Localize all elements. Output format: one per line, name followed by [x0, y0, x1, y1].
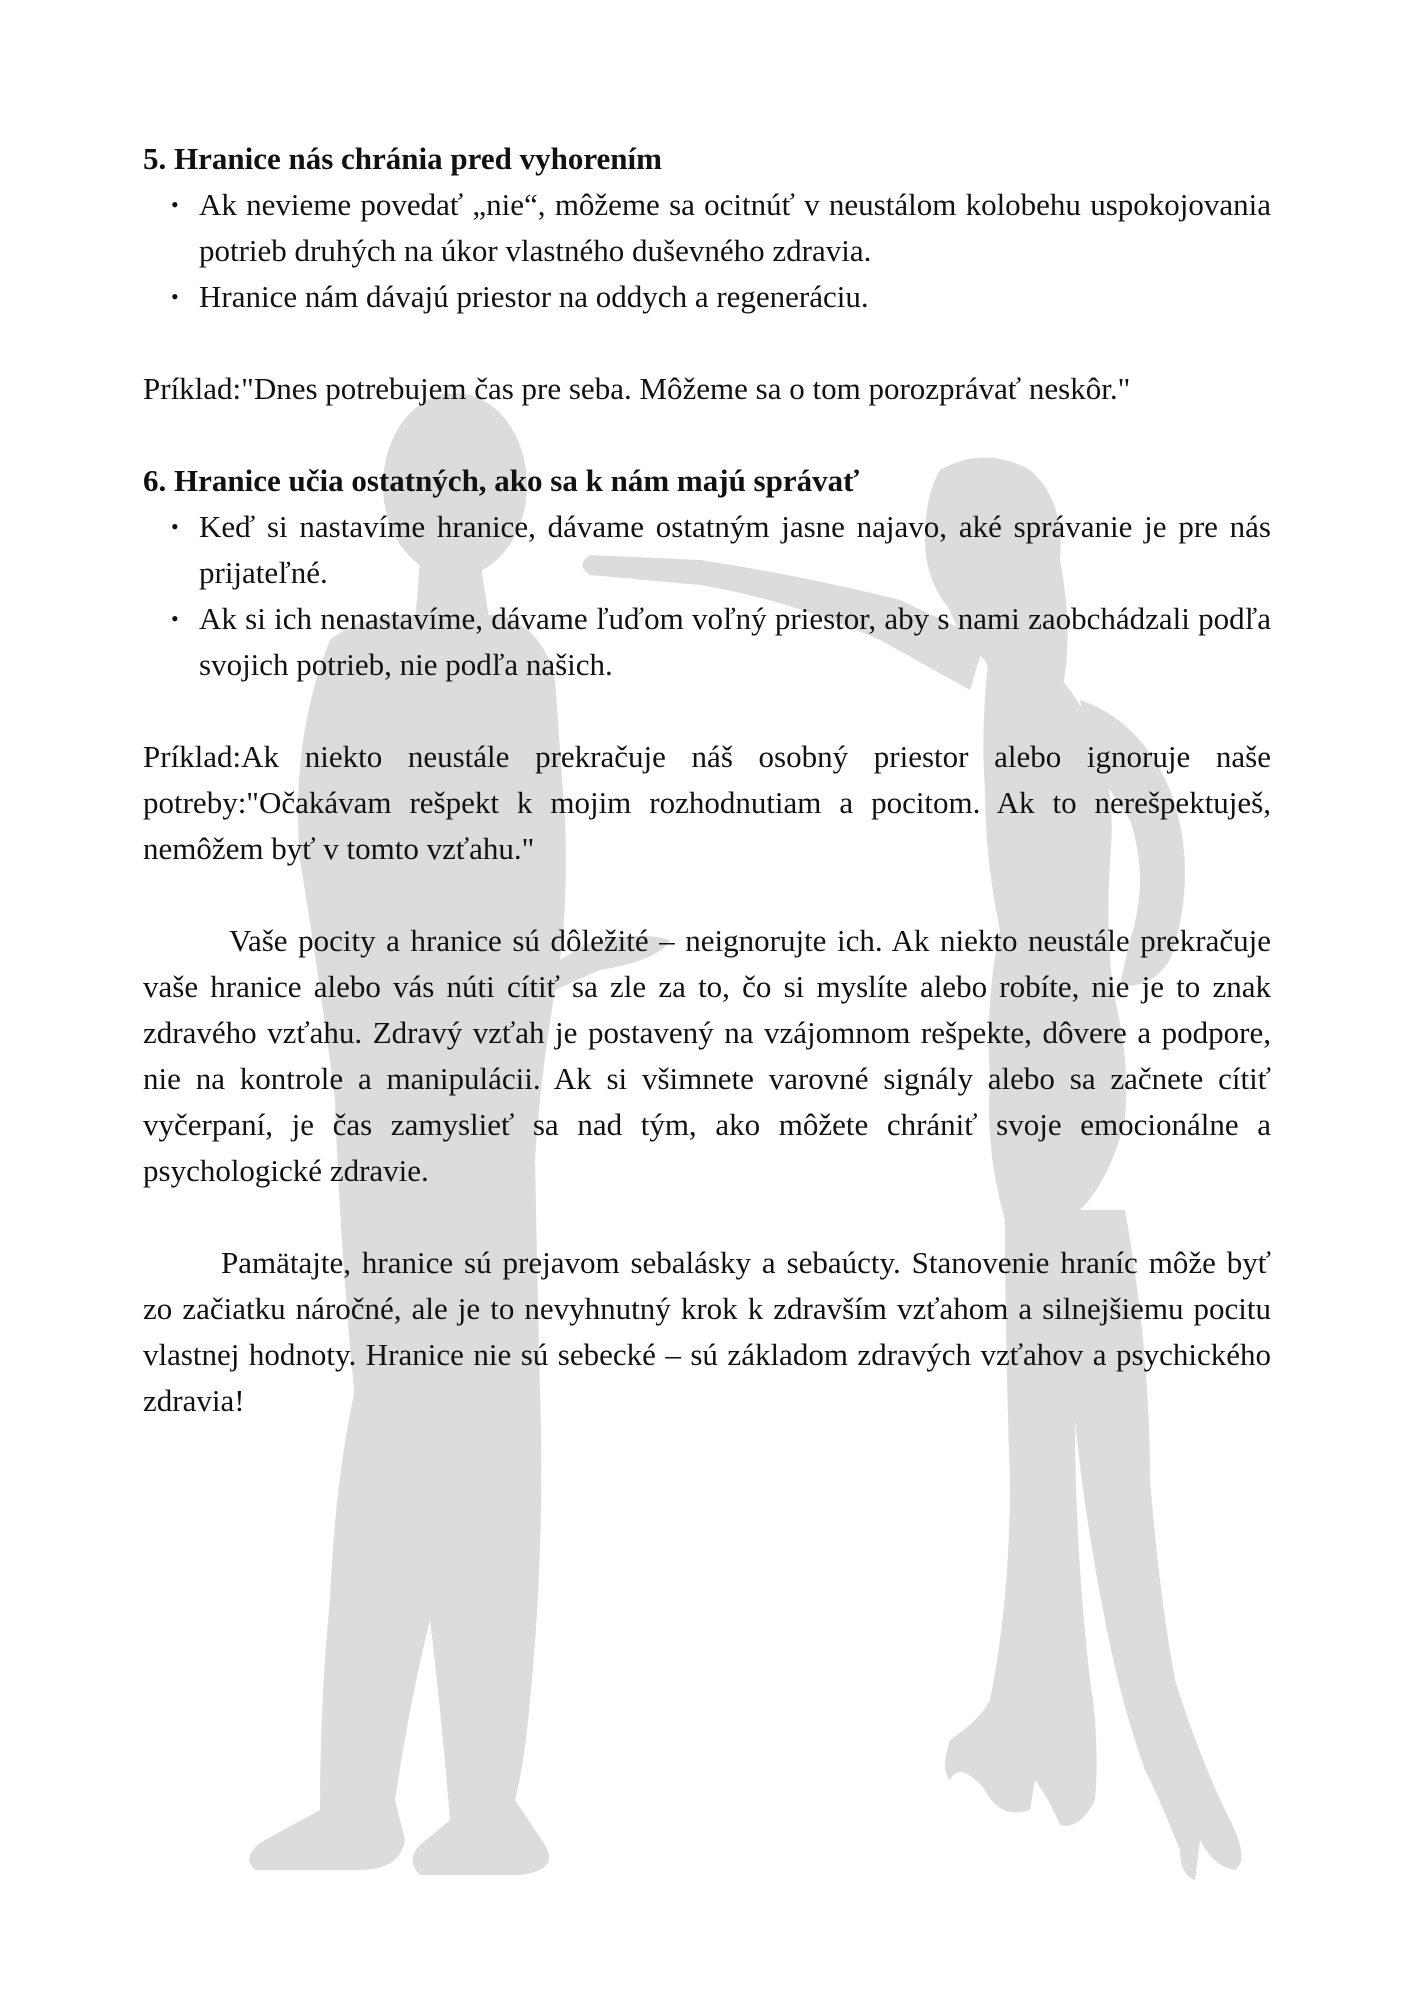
- example-paragraph: Príklad:Ak niekto neustále prekračuje náš osobný priestor alebo ignoruje naše potreby:"Očakávam rešpekt k mojim rozhodnutiam a pocitom. Ak to nerešpektuješ, nemôžem byť v tomto vzťahu.": [143, 739, 1271, 866]
- document-body: [143, 136, 1271, 1424]
- man-legs: [249, 1390, 549, 1875]
- closing-paragraph: Vaše pocity a hranice sú dôležité – neignorujte ich. Ak niekto neustále prekračuje vaše hranice alebo vás núti cítiť sa zle za to, čo si myslíte alebo robíte, nie je to znak zdravého vzťahu. Zdravý vzťah je postavený na vzájomnom rešpekte, dôvere a podpore, nie na kontrole a manipulácii. Ak si všimnete varovné signály alebo sa začnete cítiť vyčerpaní, je čas zamyslieť sa nad tým, ako môžete chrániť svoje emocionálne a psychologické zdravie.: [143, 923, 1271, 1188]
- bullet-item: • Ak nevieme povedať „nie“, môžeme sa ocitnúť v neustálom kolobehu uspokojovania potrieb druhých na úkor vlastného duševného zdravia.: [143, 182, 1271, 274]
- bullet-item: • Keď si nastavíme hranice, dávame ostatným jasne najavo, aké správanie je pre nás prijateľné.: [143, 504, 1271, 596]
- bullet-list: [143, 504, 1271, 688]
- bullet-list: [143, 182, 1271, 320]
- example-paragraph: Príklad:"Dnes potrebujem čas pre seba. Môžeme sa o tom porozprávať neskôr.": [143, 371, 1131, 406]
- section-heading: 6. Hranice učia ostatných, ako sa k nám majú správať: [143, 463, 860, 498]
- section-heading: 5. Hranice nás chránia pred vyhorením: [143, 141, 662, 176]
- closing-paragraph: Pamätajte, hranice sú prejavom sebalásky a sebaúcty. Stanovenie hraníc môže byť zo začiatku náročné, ale je to nevyhnutný krok k zdravším vzťahom a silnejšiemu pocitu vlastnej hodnoty. Hranice nie sú sebecké – sú základom zdravých vzťahov a psychického zdravia!: [143, 1245, 1271, 1418]
- bullet-item: • Hranice nám dávajú priestor na oddych a regeneráciu.: [143, 274, 1271, 320]
- bullet-item: • Ak si ich nenastavíme, dávame ľuďom voľný priestor, aby s nami zaobchádzali podľa svojich potrieb, nie podľa našich.: [143, 596, 1271, 688]
